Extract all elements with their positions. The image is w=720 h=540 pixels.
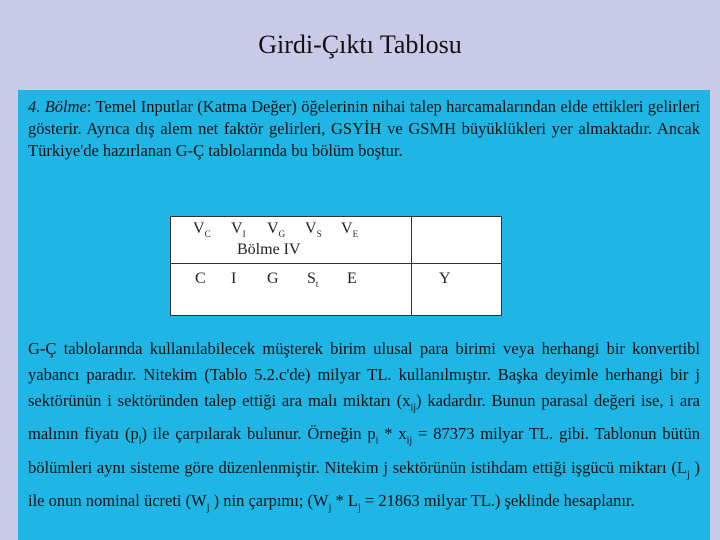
right-cell-y: Y [439,270,451,287]
section-description [28,96,700,162]
top-cell-vc: $V_C$ [193,220,211,240]
bottom-cell-g: G [267,270,279,287]
bottom-cell-c: C [195,270,206,287]
bottom-cell-e: E [347,270,357,287]
top-cell-ve: $V_E$ [341,220,359,240]
top-cell-vi: $V_I$ [231,220,246,240]
bottom-cell-i: I [231,270,237,287]
io-table-diagram [170,216,502,316]
body-paragraph: G-Ç tablolarında kullanılabilecek müşterek birim ulusal para birimi veya herhangi bir konvertibl yabancı paradır. Nitekim (Tablo 5.2.c'de) milyar TL. kullanılmıştır. Başka deyimle herhangi bir j sektörünün i sektöründen talep ettiği ara malı miktarı $(x_{ij})$ kadardır. Bunun parasal değeri ise, i ara malının fiyatı $(p_i)$ ile çarpılarak bulunur. Örneğin $p_i * x_{ij} = 87373$ milyar TL. gibi. Tablonun bütün bölümleri aynı sisteme göre düzenlenmiştir. Nitekim j sektörünün istihdam ettiği işgücü miktarı ($L_j$ ) ile onun nominal ücreti ($W_j$ ) nin çarpımı; ($W_j * L_j = 21863$ milyar TL.) şeklinde hesaplanır. [28,339,700,514]
page-title: Girdi-Çıktı Tablosu [258,30,462,59]
top-cell-vg: $V_G$ [267,220,286,240]
section-label: 4. Bölme [28,97,87,116]
section-name-label: Bölme IV [237,241,301,258]
table-vertical-divider [411,217,412,315]
top-cell-vs: $V_S$ [305,220,322,240]
section-intro: : Temel Inputlar (Katma Değer) öğelerinin nihai talep harcamalarından elde ettikleri gelirleri gösterir. Ayrıca dış alem net faktör gelirleri, GSYİH ve GSMH büyüklükleri yer almaktadır. Ancak Türkiye'de hazırlanan G-Ç tablolarında bu bölüm boştur. [28,97,700,160]
table-horizontal-divider [171,263,501,264]
content-panel [18,90,710,540]
bottom-cell-st: $S_t$ [307,270,319,290]
